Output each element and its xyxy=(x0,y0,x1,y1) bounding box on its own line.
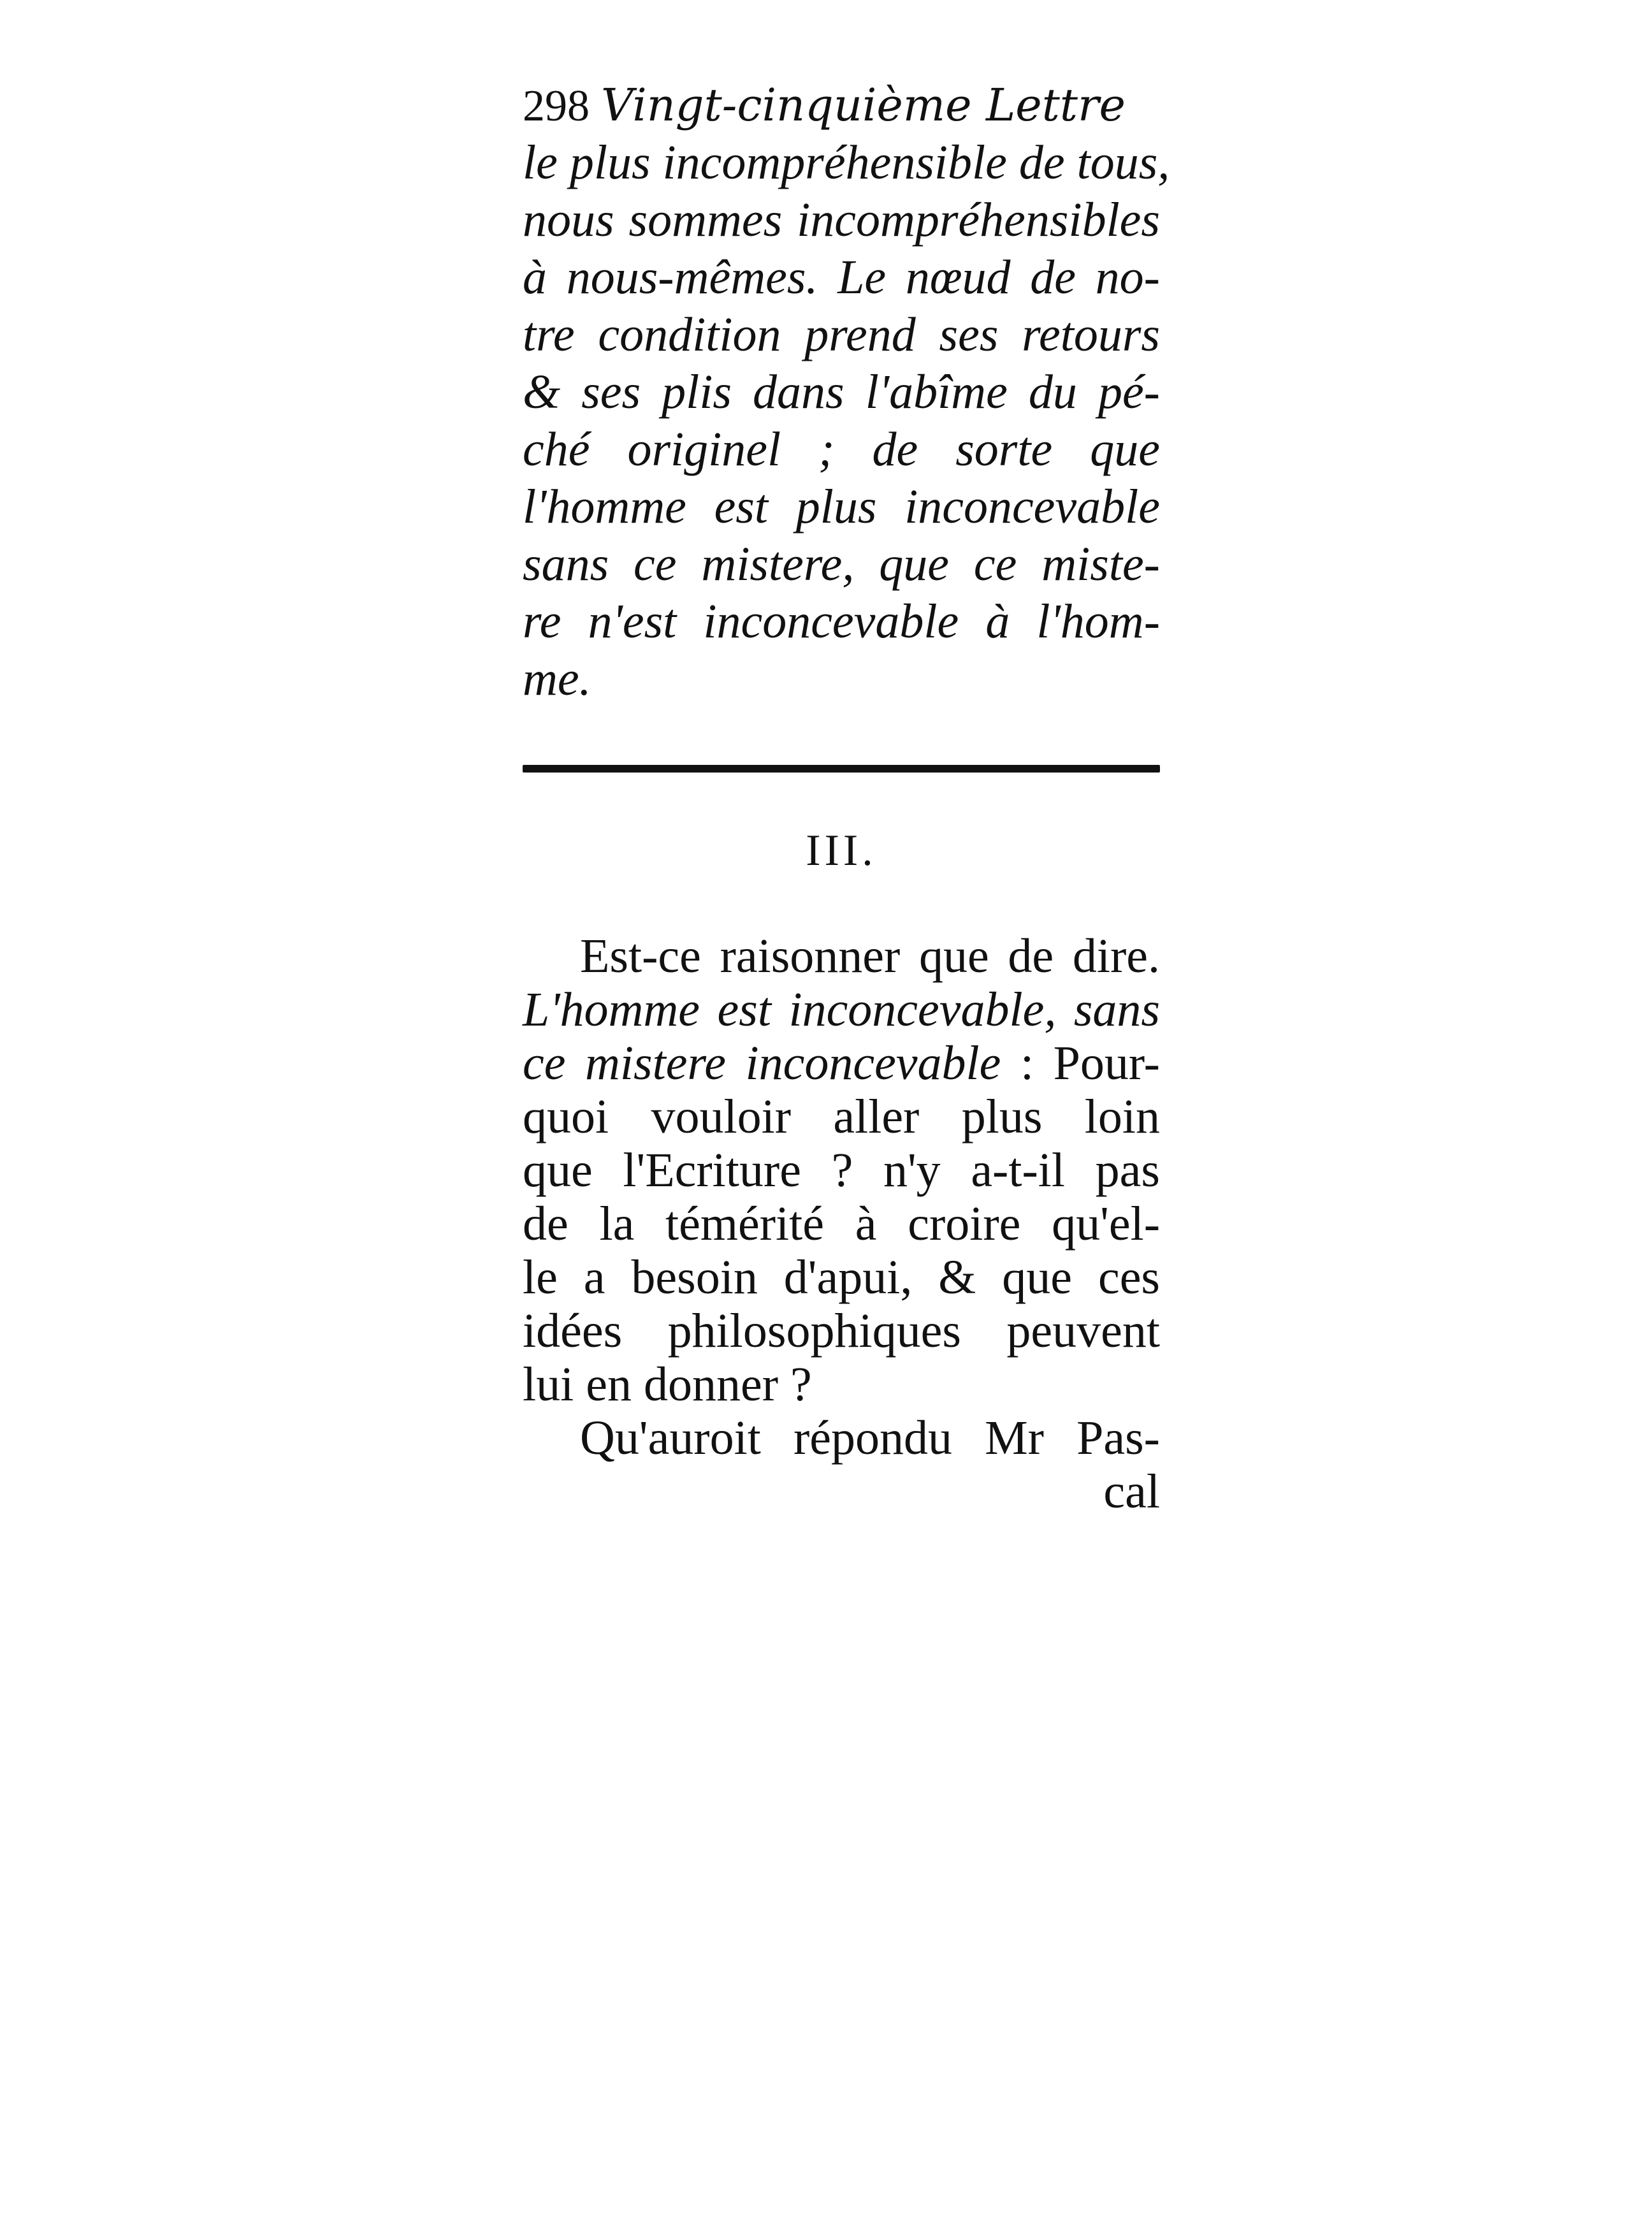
body-line-italic: L'homme est inconcevable, sans xyxy=(523,983,1160,1036)
body-line xyxy=(523,1251,1160,1304)
italic-line: me. xyxy=(523,652,591,706)
body-line-rest: : Pour- xyxy=(1001,1036,1160,1090)
body-line-roman: le a besoin d'apui, & que ces xyxy=(523,1251,1160,1304)
italic-line: tre condition prend ses retours xyxy=(523,308,1160,361)
body-line xyxy=(523,1411,1160,1465)
italic-passage xyxy=(523,134,1170,708)
body-line-italic: ce mistere inconcevable xyxy=(523,1036,1001,1090)
page-number: 298 xyxy=(523,82,590,131)
italic-line: re n'est inconcevable à l'hom- xyxy=(523,595,1160,648)
page-text-column xyxy=(523,76,1170,1518)
body-line xyxy=(523,983,1160,1036)
body-line-roman: Qu'auroit répondu Mr Pas- xyxy=(580,1411,1160,1465)
catchword: cal xyxy=(1103,1465,1160,1518)
italic-line: & ses plis dans l'abîme du pé- xyxy=(523,365,1160,419)
italic-line: à nous-mêmes. Le nœud de no- xyxy=(523,250,1160,304)
body-line xyxy=(523,1197,1160,1251)
body-line xyxy=(523,1358,1160,1411)
italic-line: l'homme est plus inconcevable xyxy=(523,480,1160,534)
body-line xyxy=(523,1036,1160,1090)
body-line-roman: idées philosophiques peuvent xyxy=(523,1304,1160,1358)
body-line-roman: que l'Ecriture ? n'y a-t-il pas xyxy=(523,1143,1160,1197)
body-line-roman: quoi vouloir aller plus loin xyxy=(523,1090,1160,1143)
italic-line: nous sommes incompréhensibles xyxy=(523,193,1160,247)
body-line xyxy=(523,929,1160,983)
italic-line: sans ce mistere, que ce miste- xyxy=(523,537,1160,591)
italic-line: le plus incompréhensible de tous, xyxy=(523,136,1170,189)
body-line xyxy=(523,1304,1160,1358)
body-line-roman: lui en donner ? xyxy=(523,1358,812,1411)
body-line-roman: de la témérité à croire qu'el- xyxy=(523,1197,1160,1251)
body-line xyxy=(523,1143,1160,1197)
italic-line: ché originel ; de sorte que xyxy=(523,423,1160,476)
section-divider-rule xyxy=(523,765,1160,773)
section-number: III. xyxy=(806,826,877,875)
body-paragraph xyxy=(523,929,1160,1465)
body-line-roman: Est-ce raisonner que de dire. xyxy=(580,929,1160,983)
running-title: Vingt-cinquième Lettre xyxy=(601,79,1126,131)
running-head xyxy=(523,76,1160,134)
body-line xyxy=(523,1090,1160,1143)
